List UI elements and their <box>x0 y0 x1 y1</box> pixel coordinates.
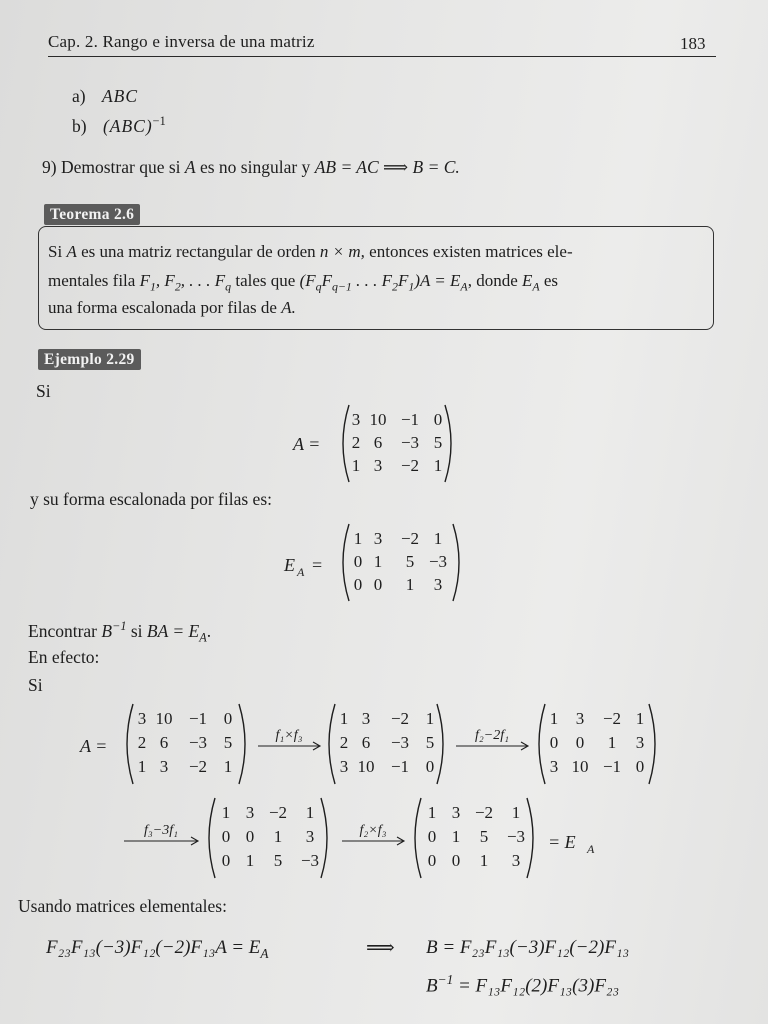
chain-EA-cell: 1 <box>427 803 437 822</box>
chapter-header: Cap. 2. Rango e inversa de una matriz <box>48 32 315 51</box>
matrix-EA-label-sub: A <box>297 565 305 579</box>
chain-M1-cell: 3 <box>361 709 371 728</box>
chain-A-cell: 2 <box>137 733 147 752</box>
forma-escalonada-text: y su forma escalonada por filas es: <box>30 489 273 509</box>
matrix-A-cell: 2 <box>351 433 361 452</box>
chain-A-cell: 1 <box>137 757 147 776</box>
chain-A-cell: 5 <box>223 733 233 752</box>
si-text: Si <box>28 675 43 695</box>
chain-EA-cell: 3 <box>451 803 461 822</box>
chain-M1-cell: 0 <box>425 757 435 776</box>
matrix-A-cell: 3 <box>351 410 361 429</box>
chain-M3-cell: 1 <box>273 827 283 846</box>
matrix-A-cell: −3 <box>400 433 420 452</box>
chain-M2-cell: −2 <box>602 709 622 728</box>
chain-A-cell: −2 <box>188 757 208 776</box>
theorem-line-3: una forma escalonada por filas de A. <box>48 298 296 317</box>
chain-M3-cell: 1 <box>221 803 231 822</box>
exercise-9: 9) Demostrar que si A es no singular y AB = AC ⟹ B = C. <box>42 157 460 177</box>
matrix-EA-cell: 1 <box>373 552 383 571</box>
chain-A-cell: 3 <box>159 757 169 776</box>
chain-M2-cell: 0 <box>549 733 559 752</box>
formula-rhs-2: $B^{-1} = F_{13}F_{12}(2)F_{13}(3)F_{23}$ <box>426 972 620 997</box>
matrix-A-lparen <box>343 405 349 482</box>
chain-M3-cell: −3 <box>300 851 320 870</box>
matrix-A-cell: −1 <box>400 410 420 429</box>
chain-M1-cell: 1 <box>339 709 349 728</box>
chain-M3-lparen <box>209 798 215 878</box>
chain-A-cell: 10 <box>155 709 173 728</box>
matrix-EA-cell: 3 <box>373 529 383 548</box>
matrix-A-cell: 0 <box>433 410 443 429</box>
matrix-EA-cell: 1 <box>433 529 443 548</box>
chain-M1-cell: 6 <box>361 733 371 752</box>
matrix-EA-cell: 1 <box>353 529 363 548</box>
chain-M1-cell: 5 <box>425 733 435 752</box>
chain-M1-cell: 3 <box>339 757 349 776</box>
chain-EA-cell: 1 <box>479 851 489 870</box>
chain-M3-rparen <box>321 798 327 878</box>
chain-A-label: A = <box>80 736 108 756</box>
matrix-EA-rparen <box>453 524 459 601</box>
exercise-a: a) ABC <box>72 86 139 106</box>
matrix-A-label: A = <box>293 434 321 454</box>
matrix-A-cell: 6 <box>373 433 383 452</box>
matrix-EA-cell: 3 <box>433 575 443 594</box>
chain-EA-cell: 1 <box>511 803 521 822</box>
chain-M3-cell: 0 <box>245 827 255 846</box>
theorem-line-1: Si A es una matriz rectangular de orden n × m, entonces existen matrices ele- <box>48 242 573 261</box>
chain-M2-cell: 3 <box>635 733 645 752</box>
formula-implies: ⟹ <box>366 937 395 959</box>
op2-arrow <box>456 742 528 750</box>
matrix-EA-lparen <box>343 524 349 601</box>
chain-M1-cell: −1 <box>390 757 410 776</box>
chain-EA-cell: 0 <box>427 851 437 870</box>
chain-M2-cell: 0 <box>635 757 645 776</box>
chain-EA-cell: −2 <box>474 803 494 822</box>
chain-M2-cell: −1 <box>602 757 622 776</box>
theorem-label: Teorema 2.6 <box>44 204 140 225</box>
chain-EA-rparen <box>527 798 533 878</box>
matrix-EA-cell: 1 <box>405 575 415 594</box>
chain-EA-cell: 5 <box>479 827 489 846</box>
chain-EA-cell: −3 <box>506 827 526 846</box>
chain-eq-EA-sub: A <box>587 842 595 856</box>
formula-lhs: $F_{23}F_{13}(-3)F_{12}(-2)F_{13}A = E_A$ <box>46 937 269 961</box>
chain-M3-cell: 0 <box>221 827 231 846</box>
example-si: Si <box>36 381 51 401</box>
matrix-EA-eq: = <box>312 555 323 575</box>
matrix-EA-cell: 0 <box>373 575 383 594</box>
chain-M2-cell: 1 <box>607 733 617 752</box>
op1-arrow <box>258 742 320 750</box>
matrix-EA-cell: −2 <box>400 529 420 548</box>
op3-label: f₃−3f₁ <box>144 823 178 838</box>
en-efecto-text: En efecto: <box>28 647 100 667</box>
matrix-EA-cell: 5 <box>405 552 415 571</box>
chain-M2-cell: 3 <box>575 709 585 728</box>
op4-arrow <box>342 837 404 845</box>
matrix-A-cell: 3 <box>373 456 383 475</box>
chain-M1-cell: −2 <box>390 709 410 728</box>
matrix-A-cell: 1 <box>351 456 361 475</box>
chain-M2-cell: 1 <box>635 709 645 728</box>
matrix-EA-label: E <box>284 555 295 575</box>
matrix-EA-cell: 0 <box>353 552 363 571</box>
example-label: Ejemplo 2.29 <box>38 349 141 370</box>
chain-A-cell: 3 <box>137 709 147 728</box>
op1-label: f₁×f₃ <box>275 728 303 743</box>
chain-M3-cell: −2 <box>268 803 288 822</box>
chain-M1-cell: 2 <box>339 733 349 752</box>
chain-M2-cell: 1 <box>549 709 559 728</box>
formula-rhs-1: B = F₂₃F₁₃(−3)F₁₂(−2)F₁₃ <box>426 937 630 958</box>
chain-M3-cell: 1 <box>305 803 315 822</box>
matrix-EA-cell: −3 <box>428 552 448 571</box>
chain-EA-cell: 1 <box>451 827 461 846</box>
chain-M3-cell: 0 <box>221 851 231 870</box>
chain-EA-cell: 3 <box>511 851 521 870</box>
chain-EA-lparen <box>415 798 421 878</box>
chain-A-cell: 6 <box>159 733 169 752</box>
chain-EA-cell: 0 <box>427 827 437 846</box>
matrix-A-cell: 1 <box>433 456 443 475</box>
chain-M3-cell: 3 <box>305 827 315 846</box>
chain-M1-rparen <box>437 704 443 784</box>
op3-arrow <box>124 837 198 845</box>
matrix-A-rparen <box>445 405 451 482</box>
matrix-A-cell: 10 <box>369 410 387 429</box>
chain-M3-cell: 3 <box>245 803 255 822</box>
chain-M2-cell: 0 <box>575 733 585 752</box>
chain-M1-cell: −3 <box>390 733 410 752</box>
chain-A-cell: 1 <box>223 757 233 776</box>
chain-M1-lparen <box>329 704 335 784</box>
chain-M1-cell: 10 <box>357 757 375 776</box>
exercise-b: b) (ABC)$^{-1}$ <box>72 114 166 136</box>
matrix-EA-cell: 0 <box>353 575 363 594</box>
chain-M2-cell: 3 <box>549 757 559 776</box>
chain-eq-EA: = E <box>548 832 576 852</box>
chain-EA-cell: 0 <box>451 851 461 870</box>
chain-A-cell: 0 <box>223 709 233 728</box>
chain-A-cell: −3 <box>188 733 208 752</box>
chain-A-rparen <box>239 704 245 784</box>
op4-label: f₂×f₃ <box>359 823 387 838</box>
theorem-line-2: mentales fila $F_1$, $F_2$, . . . $F_q$ tales que ($F_qF_{q-1}$ . . . $F_2F_1)A = E_A$, donde $E_A$ es <box>48 271 559 294</box>
matrix-A-cell: 5 <box>433 433 443 452</box>
matrix-A-cell: −2 <box>400 456 420 475</box>
chain-M3-cell: 1 <box>245 851 255 870</box>
chain-A-cell: −1 <box>188 709 208 728</box>
chain-M3-cell: 5 <box>273 851 283 870</box>
op2-label: f₂−2f₁ <box>475 728 509 743</box>
chain-A-lparen <box>127 704 133 784</box>
usando-text: Usando matrices elementales: <box>18 896 227 916</box>
chain-M2-rparen <box>649 704 655 784</box>
encontrar-text: Encontrar $B^{-1}$ si BA = $E_A$. <box>28 619 212 645</box>
chain-M1-cell: 1 <box>425 709 435 728</box>
chain-M2-cell: 10 <box>571 757 589 776</box>
page-number: 183 <box>680 34 706 53</box>
chain-M2-lparen <box>539 704 545 784</box>
